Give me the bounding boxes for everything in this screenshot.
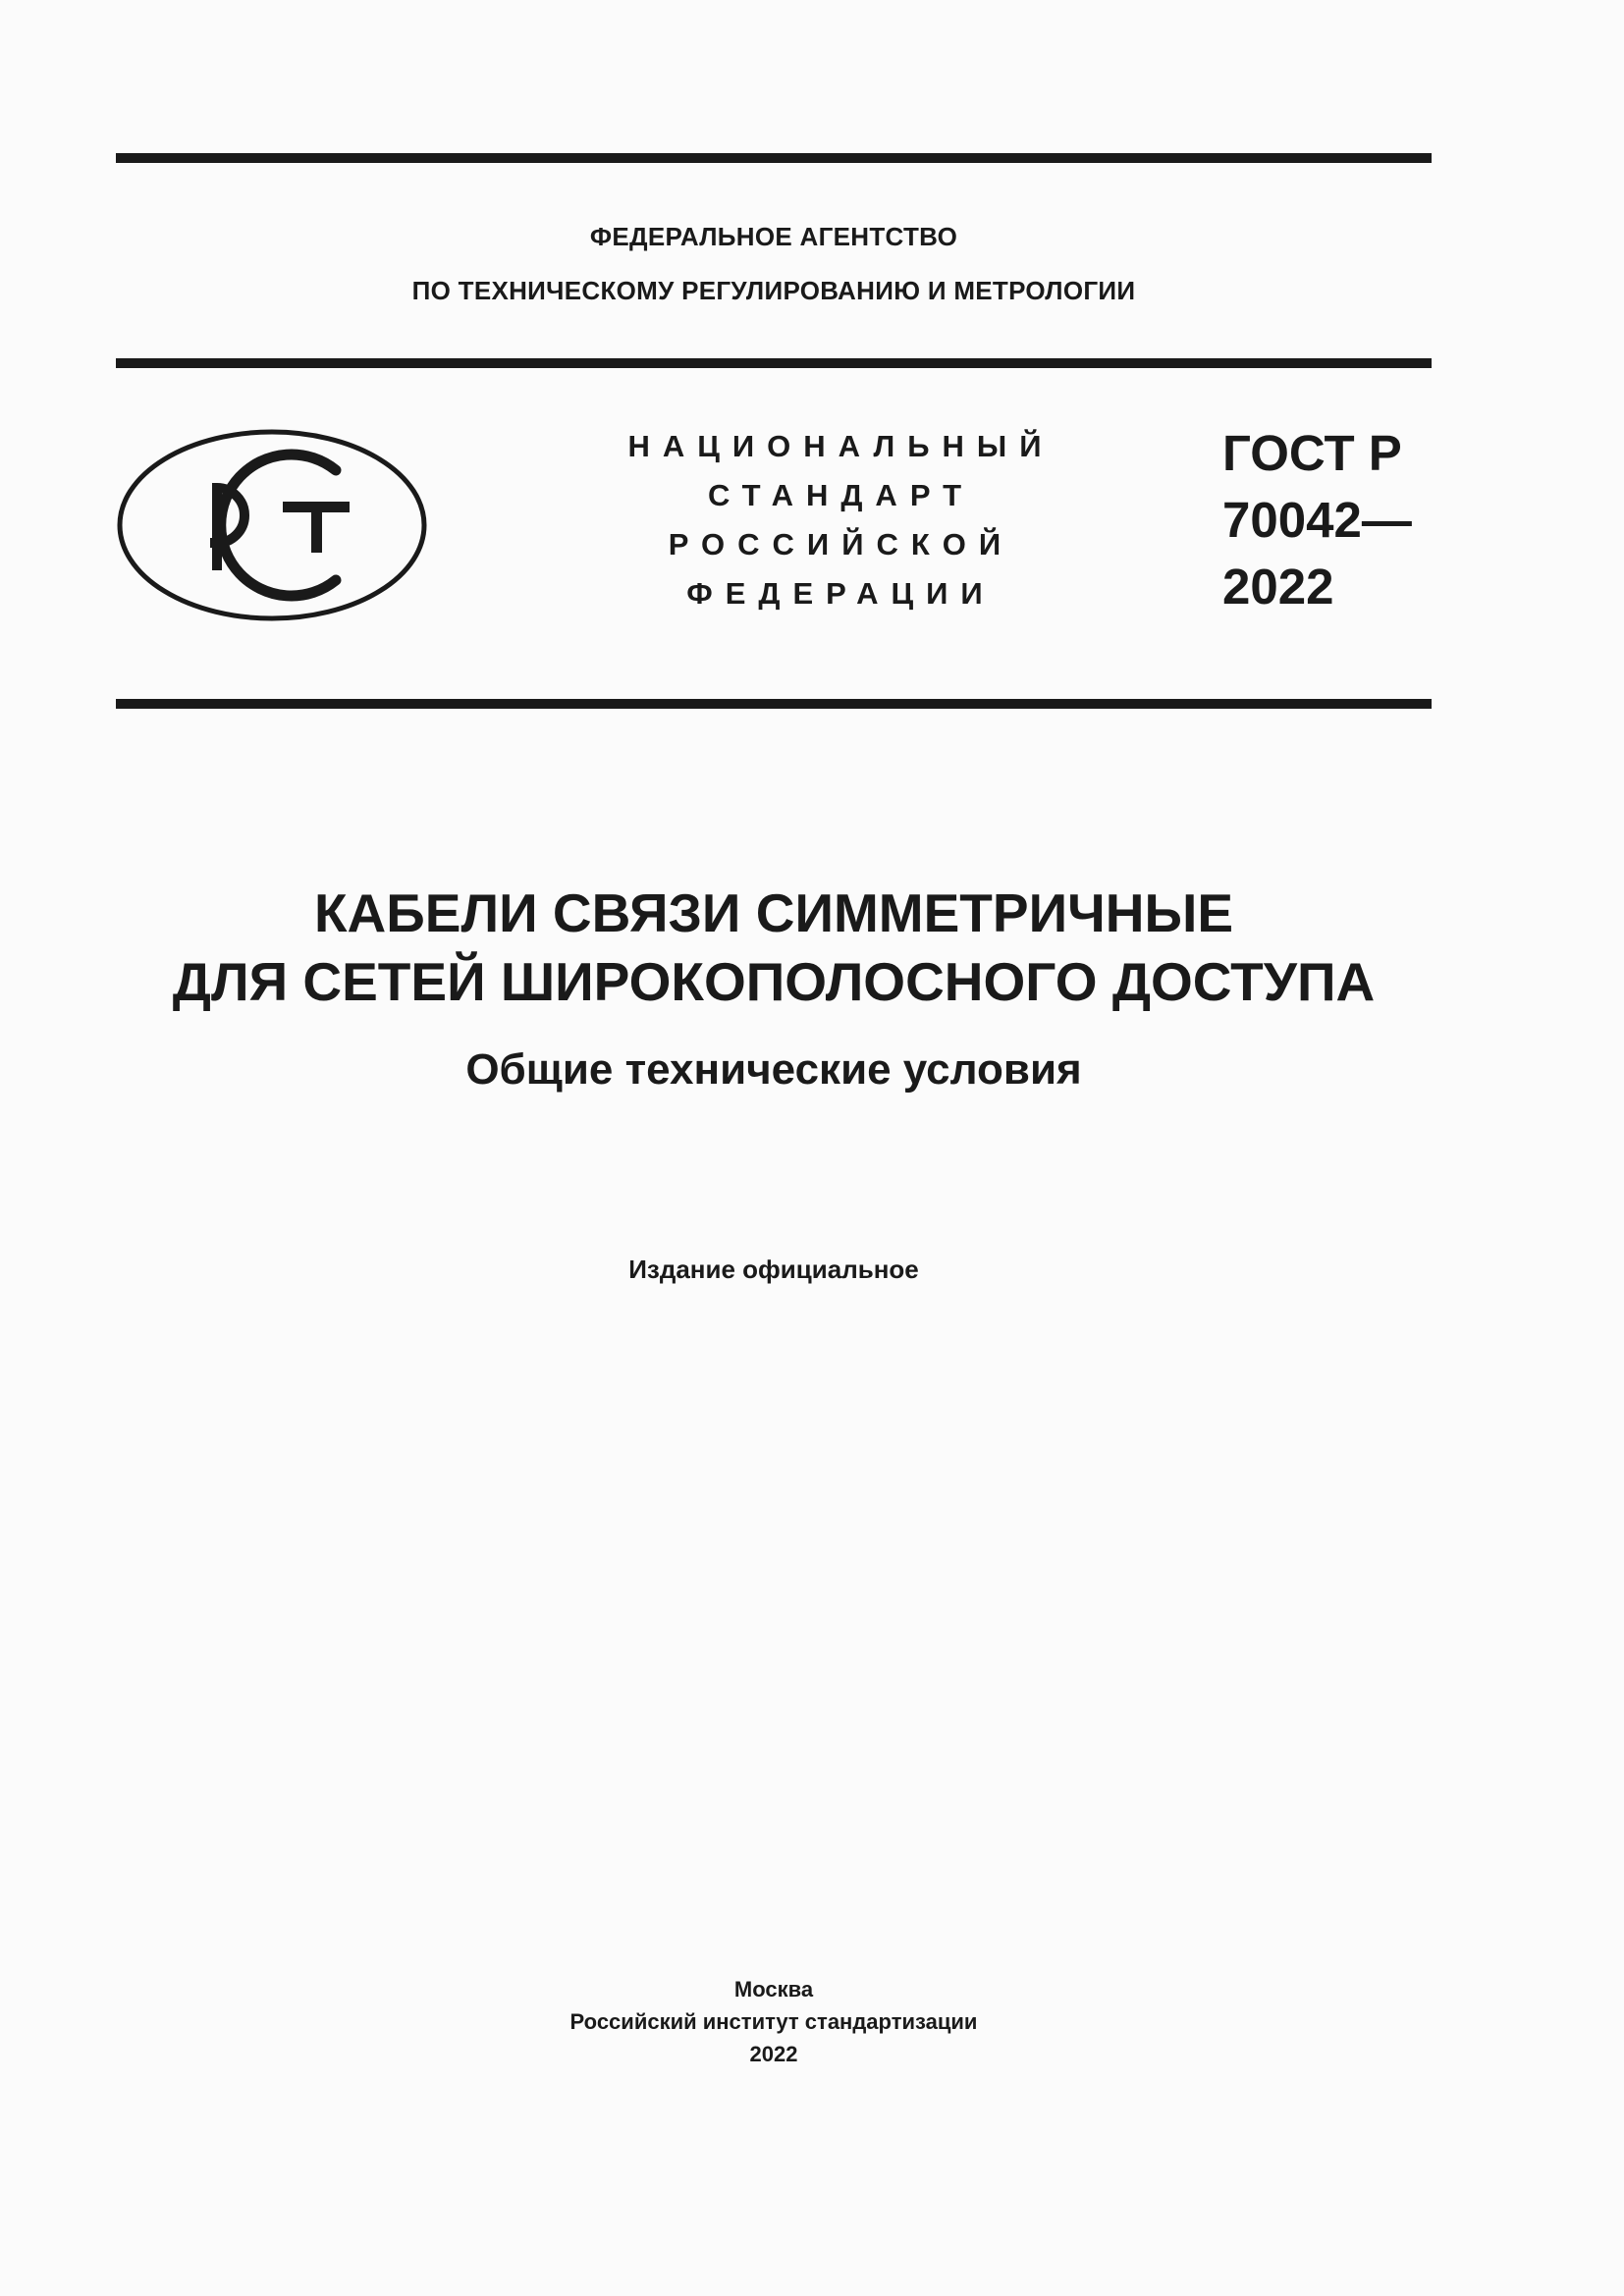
agency-name-line-1: ФЕДЕРАЛЬНОЕ АГЕНТСТВО <box>589 222 958 251</box>
title-line-2: ДЛЯ СЕТЕЙ ШИРОКОПОЛОСНОГО ДОСТУПА <box>172 951 1376 1012</box>
header-bottom-rule <box>116 699 1432 709</box>
document-title <box>116 879 1432 1016</box>
national-standard-line-1: НАЦИОНАЛЬНЫЙ <box>627 429 1055 463</box>
national-standard-line-3: РОССИЙСКОЙ <box>668 527 1014 561</box>
agency-name-line-2: ПО ТЕХНИЧЕСКОМУ РЕГУЛИРОВАНИЮ И МЕТРОЛОГИИ <box>411 276 1136 305</box>
edition-label: Издание официальное <box>628 1255 919 1284</box>
top-rule <box>116 153 1432 163</box>
agency-bottom-rule <box>116 358 1432 368</box>
designation-line-1: ГОСТ Р <box>1222 425 1402 481</box>
designation-line-2: 70042— <box>1222 492 1412 548</box>
national-standard-line-4: ФЕДЕРАЦИИ <box>686 576 996 611</box>
rst-logo-icon <box>116 427 428 623</box>
document-subtitle: Общие технические условия <box>465 1045 1082 1094</box>
imprint-publisher: Российский институт стандартизации <box>569 2009 978 2034</box>
designation-line-3: 2022 <box>1222 559 1334 614</box>
imprint <box>116 1973 1432 2070</box>
title-line-1: КАБЕЛИ СВЯЗИ СИММЕТРИЧНЫЕ <box>313 882 1234 943</box>
imprint-city: Москва <box>733 1977 814 2002</box>
national-standard-line-2: СТАНДАРТ <box>707 478 975 512</box>
imprint-year: 2022 <box>749 2042 798 2066</box>
national-standard-block <box>589 422 1080 618</box>
standard-designation <box>1222 420 1429 620</box>
